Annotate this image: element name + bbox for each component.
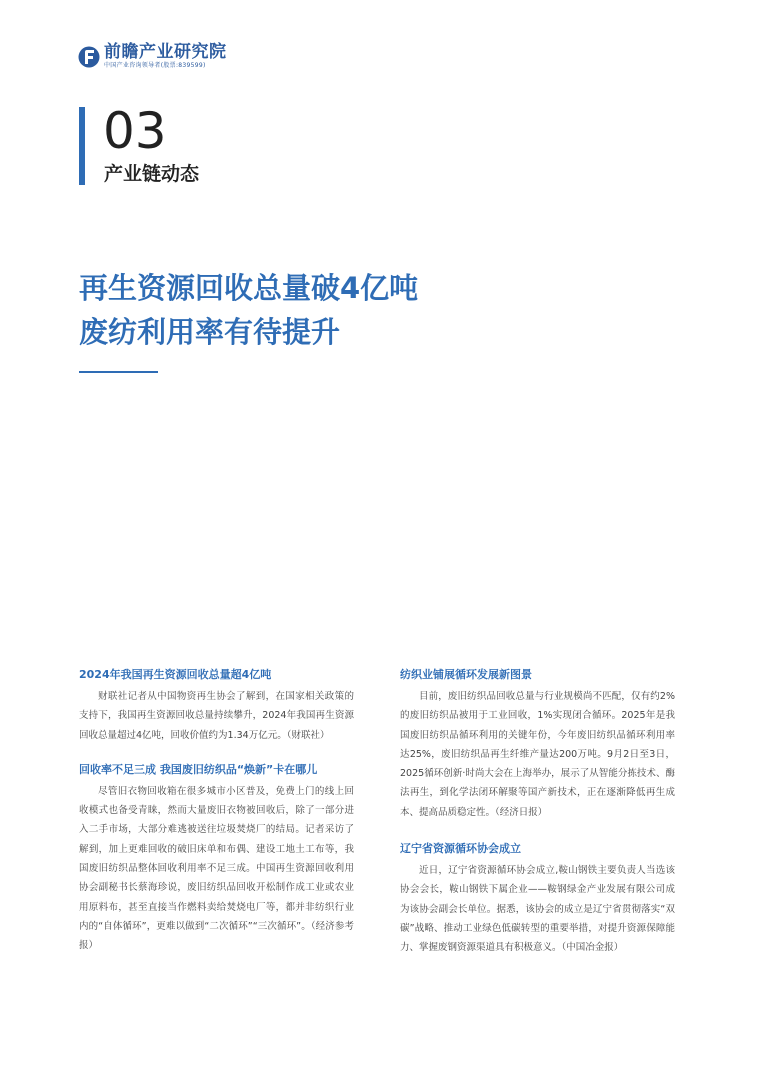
article-title: 辽宁省资源循环协会成立 (400, 842, 521, 856)
section-title: 产业链动态 (104, 163, 200, 185)
brand-logo-icon (78, 45, 100, 69)
article-title: 纺织业铺展循环发展新图景 (400, 668, 532, 681)
brand-tagline: 中国产业咨询领导者(股票:839599) (104, 62, 206, 69)
article-body: 近日，辽宁省资源循环协会成立,鞍山钢铁主要负责人当选该协会会长，鞍山钢铁下属企业——鞍钢绿金产业发展有限公司成为该协会副会长单位。据悉，该协会的成立是辽宁省贯彻落实“双碳”战略、推动工业绿色低碳转型的重要举措，对提升资源保障能力、掌握废钢资源渠道具有积极意义。（中国冶金报） (400, 865, 675, 954)
headline-line-2: 废纺利用率有待提升 (79, 315, 341, 349)
section-number: 03 (103, 102, 167, 160)
news-article (79, 666, 354, 745)
news-article (79, 761, 354, 956)
news-article (400, 840, 675, 957)
article-body: 尽管旧衣物回收箱在很多城市小区普及，免费上门的线上回收模式也备受青睐，然而大量废旧衣物被回收后，除了一部分进入二手市场，大部分难逃被送往垃圾焚烧厂的结局。记者采访了解到，加上更难回收的破旧床单和布偶、建设工地土工布等，我国废旧纺织品整体回收利用率不足三成。中国再生资源回收利用协会副秘书长蔡海珍说，废旧纺织品回收开松制作成工业或农业用原料布，甚至直接当作燃料卖给焚烧电厂等，都并非纺织行业内的“自体循环”，更难以做到“二次循环”“三次循环”。（经济参考报） (79, 785, 354, 952)
article-body: 财联社记者从中国物资再生协会了解到，在国家相关政策的支持下，我国再生资源回收总量持续攀升，2024年我国再生资源回收总量超过4亿吨，回收价值约为1.34万亿元。（财联社） (79, 691, 354, 741)
news-article (400, 666, 675, 822)
article-title: 2024年我国再生资源回收总量超4亿吨 (79, 668, 272, 681)
right-column (400, 666, 675, 970)
page-headline (79, 266, 679, 354)
brand-name: 前瞻产业研究院 (104, 42, 227, 62)
left-column (79, 666, 354, 968)
headline-divider (79, 371, 158, 373)
headline-line-1: 再生资源回收总量破4亿吨 (79, 271, 419, 305)
section-accent-bar (79, 107, 85, 185)
article-body: 目前，废旧纺织品回收总量与行业规模尚不匹配，仅有约2%的废旧纺织品被用于工业回收，1%实现闭合循环。2025年是我国废旧纺织品循环利用的关键年份，今年废旧纺织品循环利用率达25%，废旧纺织品再生纤维产量达200万吨。9月2日至3日，2025循环创新·时尚大会在上海举办，展示了从智能分拣技术、酶法再生，到化学法闭环解聚等国产新技术，正在逐渐降低再生成本、提高品质稳定性。（经济日报） (400, 691, 675, 818)
article-title: 回收率不足三成 我国废旧纺织品“焕新”卡在哪儿 (79, 762, 318, 776)
